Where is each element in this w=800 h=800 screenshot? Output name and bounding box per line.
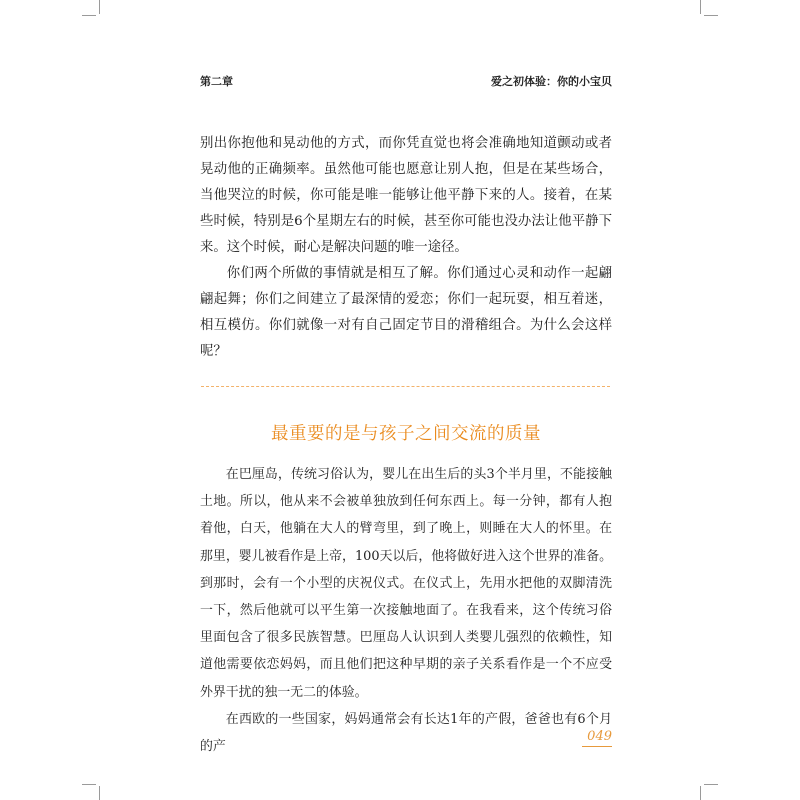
section-divider [201,386,610,387]
crop-mark [704,15,718,16]
crop-mark [700,0,701,14]
body-text [200,131,612,365]
page-number-underline [582,746,612,747]
section-body [200,461,612,760]
section-heading: 最重要的是与孩子之间交流的质量 [271,424,541,444]
crop-mark [99,786,100,800]
page-number: 049 [587,729,612,744]
crop-mark [700,786,701,800]
crop-mark [82,15,96,16]
crop-mark [82,784,96,785]
paragraph: 在巴厘岛，传统习俗认为，婴儿在出生后的头3个半月里，不能接触土地。所以，他从来不会被单独放到任何东西上。每一分钟，都有人抱着他，白天，他躺在大人的臂弯里，到了晚上，则睡在大人的怀里。在那里，婴儿被看作是上帝，100天以后，他将做好进入这个世界的准备。到那时，会有一个小型的庆祝仪式。在仪式上，先用水把他的双脚清洗一下，然后他就可以平生第一次接触地面了。在我看来，这个传统习俗里面包含了很多民族智慧。巴厘岛人认识到人类婴儿强烈的依赖性，知道他需要依恋妈妈，而且他们把这种早期的亲子关系看作是一个不应受外界干扰的独一无二的体验。 [200,467,612,700]
chapter-label: 第二章 [200,75,233,88]
chapter-title: 爱之初体验：你的小宝贝 [491,75,612,88]
paragraph: 你们两个所做的事情就是相互了解。你们通过心灵和动作一起翩翩起舞；你们之间建立了最深情的爱恋；你们一起玩耍，相互着迷，相互模仿。你们就像一对有自己固定节目的滑稽组合。为什么会这样呢？ [200,266,612,359]
crop-mark [99,0,100,14]
crop-mark [704,784,718,785]
running-head [200,73,612,89]
paragraph: 在西欧的一些国家，妈妈通常会有长达1年的产假，爸爸也有6个月的产 [200,711,612,755]
paragraph: 别出你抱他和晃动他的方式，而你凭直觉也将会准确地知道颤动或者晃动他的正确频率。虽然他可能也愿意让别人抱，但是在某些场合，当他哭泣的时候，你可能是唯一能够让他平静下来的人。接着，在某些时候，特别是6个星期左右的时候，甚至你可能也没办法让他平静下来。这个时候，耐心是解决问题的唯一途径。 [200,136,612,255]
